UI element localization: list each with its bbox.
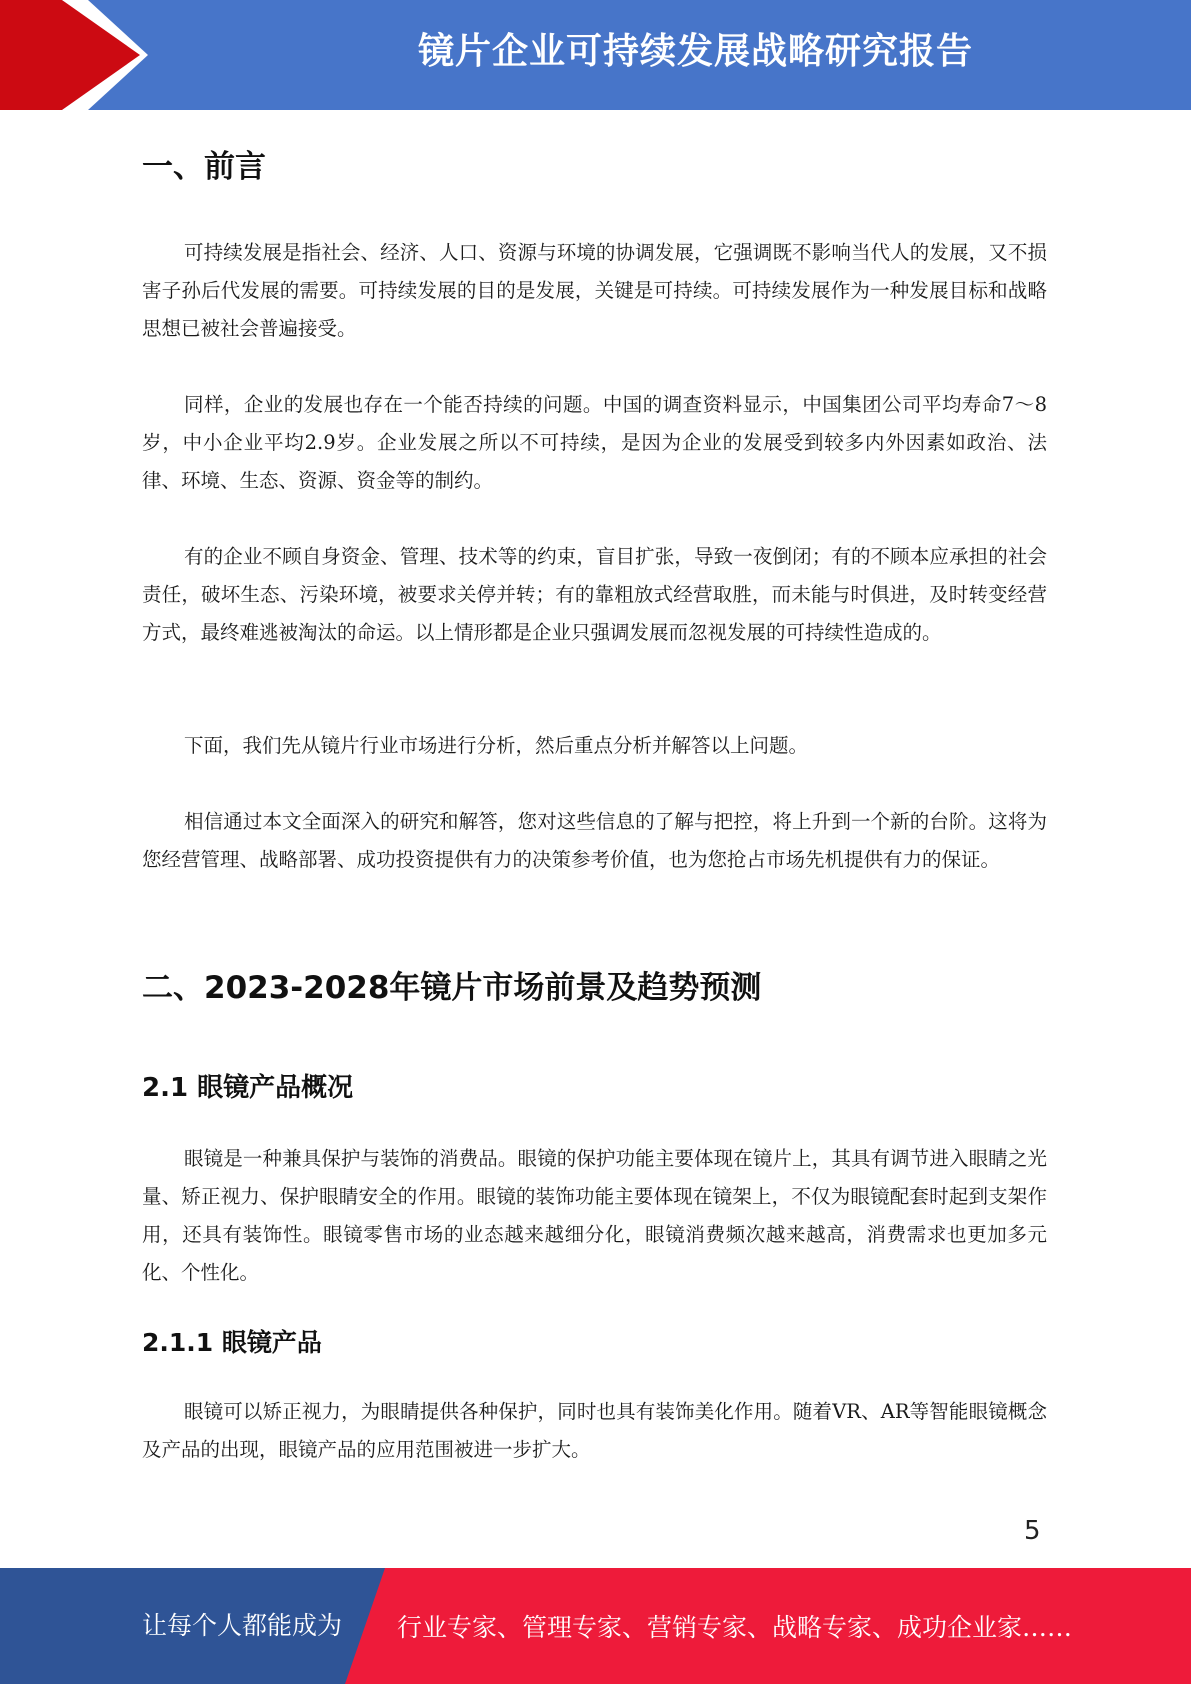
intro-paragraph-4: 下面，我们先从镜片行业市场进行分析，然后重点分析并解答以上问题。	[184, 734, 809, 757]
page-footer	[0, 1568, 1191, 1684]
intro-paragraph-2: 同样，企业的发展也存在一个能否持续的问题。中国的调查资料显示，中国集团公司平均寿命7～8岁，中小企业平均2.9岁。企业发展之所以不可持续，是因为企业的发展受到较多内外因素如政治、法律、环境、生态、资源、资金等的制约。	[142, 393, 1047, 492]
section-heading-market: 二、2023-2028年镜片市场前景及趋势预测	[142, 970, 762, 1006]
footer-slogan-right: 行业专家、管理专家、营销专家、战略专家、成功企业家……	[397, 1613, 1073, 1642]
s21-paragraph: 眼镜是一种兼具保护与装饰的消费品。眼镜的保护功能主要体现在镜片上，其具有调节进入眼睛之光量、矫正视力、保护眼睛安全的作用。眼镜的装饰功能主要体现在镜架上，不仅为眼镜配套时起到支架作用，还具有装饰性。眼镜零售市场的业态越来越细分化，眼镜消费频次越来越高，消费需求也更加多元化、个性化。	[142, 1147, 1047, 1284]
intro-paragraph-5: 相信通过本文全面深入的研究和解答，您对这些信息的了解与把控，将上升到一个新的台阶。这将为您经营管理、战略部署、成功投资提供有力的决策参考价值，也为您抢占市场先机提供有力的保证。	[142, 810, 1047, 871]
subsection-heading-2-1: 2.1 眼镜产品概况	[142, 1073, 354, 1103]
subsection-heading-2-1-1: 2.1.1 眼镜产品	[142, 1328, 322, 1357]
intro-paragraph-3: 有的企业不顾自身资金、管理、技术等的约束，盲目扩张，导致一夜倒闭；有的不顾本应承担的社会责任，破坏生态、污染环境，被要求关停并转；有的靠粗放式经营取胜，而未能与时俱进，及时转变经营方式，最终难逃被淘汰的命运。以上情形都是企业只强调发展而忽视发展的可持续性造成的。	[142, 545, 1047, 644]
section-heading-intro: 一、前言	[142, 149, 266, 185]
report-title: 镜片企业可持续发展战略研究报告	[417, 31, 973, 72]
page-number: 5	[1024, 1516, 1041, 1546]
page-header	[0, 0, 1191, 110]
intro-paragraph-1: 可持续发展是指社会、经济、人口、资源与环境的协调发展，它强调既不影响当代人的发展，又不损害子孙后代发展的需要。可持续发展的目的是发展，关键是可持续。可持续发展作为一种发展目标和战略思想已被社会普遍接受。	[142, 241, 1047, 340]
footer-slogan-left: 让每个人都能成为	[142, 1611, 343, 1640]
s211-paragraph: 眼镜可以矫正视力，为眼睛提供各种保护，同时也具有装饰美化作用。随着VR、AR等智能眼镜概念及产品的出现，眼镜产品的应用范围被进一步扩大。	[142, 1400, 1047, 1461]
